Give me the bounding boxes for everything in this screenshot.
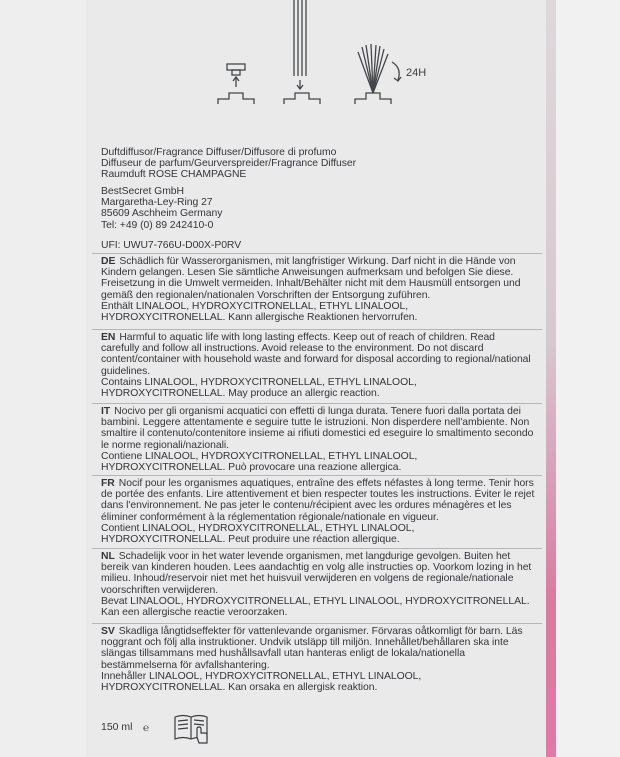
section-divider bbox=[92, 475, 542, 476]
section-line: voorschriften verwijderen. bbox=[101, 584, 219, 596]
section-line: Schädlich für Wasserorganismen, mit langfristiger Wirkung. Darf nicht in die Hände von bbox=[119, 256, 516, 267]
section-line: Bevat LINALOOL, HYDROXYCITRONELLAL, ETHYL LINALOOL, HYDROXYCITRONELLAL. bbox=[101, 595, 530, 607]
section-line: HYDROXYCITRONELLAL. Peut produire une réaction allergique. bbox=[101, 534, 400, 546]
estimated-sign-icon: ℮ bbox=[143, 723, 150, 734]
address-line: Tel: +49 (0) 89 242410-0 bbox=[101, 219, 214, 231]
section-it bbox=[101, 406, 541, 473]
section-line: Innehåller LINALOOL, HYDROXYCITRONELLAL, ETHYL LINALOOL, bbox=[101, 670, 422, 682]
section-nl bbox=[101, 551, 541, 618]
address-line: Margaretha-Ley-Ring 27 bbox=[101, 197, 213, 209]
section-line: Harmful to aquatic life with long lasting effects. Keep out of reach of children. Read bbox=[119, 332, 495, 343]
address-line: BestSecret GmbH bbox=[101, 186, 184, 197]
section-line: HYDROXYCITRONELLAL. Kann allergische Reaktionen hervorrufen. bbox=[101, 312, 418, 324]
usage-pictograms bbox=[210, 0, 450, 140]
address-line: 85609 Aschheim Germany bbox=[101, 208, 223, 220]
section-line: Enthält LINALOOL, HYDROXYCITRONELLAL, ETHYL LINALOOL, bbox=[101, 300, 409, 312]
product-name-line: Duftdiffusor/Fragrance Diffuser/Diffusore di profumo bbox=[101, 147, 337, 158]
section-line: bereik van kinderen houden. Lees aandachtig en volg alle instructies op. Voorkom lozing in het bbox=[101, 562, 532, 574]
section-de bbox=[101, 256, 541, 323]
volume-label: 150 ml bbox=[101, 721, 133, 733]
section-line: le norme regionali/nazionali. bbox=[101, 439, 229, 451]
section-line: Kindern gelangen. Lesen Sie sämtliche Anweisungen aufmerksam und befolgen Sie diese. bbox=[101, 267, 514, 279]
product-name-line: Diffuseur de parfum/Geurverspreider/Fragrance Diffuser bbox=[101, 158, 357, 170]
section-line: Contains LINALOOL, HYDROXYCITRONELLAL, ETHYL LINALOOL, bbox=[101, 376, 417, 388]
company-address-block bbox=[101, 186, 541, 231]
pink-packaging-edge bbox=[546, 0, 556, 757]
section-divider bbox=[92, 253, 542, 254]
duration-label: 24H bbox=[406, 67, 427, 79]
section-line: Contiene LINALOOL, HYDROXYCITRONELLAL, ETHYL LINALOOL, bbox=[101, 450, 418, 462]
language-code: SV bbox=[101, 626, 115, 637]
reed-diffuser-icon bbox=[355, 44, 401, 104]
section-line: dans l'environnement. Ne pas jeter le contenu/récipient avec les ordures ménagères et les bbox=[101, 500, 512, 512]
product-name-block bbox=[101, 147, 541, 181]
section-line: Schadelijk voor in het water levende organismen, met langdurige gevolgen. Buiten het bbox=[118, 551, 511, 562]
section-line: carefully and follow all instructions. Avoid release to the environment. Do not discard bbox=[101, 343, 484, 355]
label-footer bbox=[101, 711, 541, 751]
section-line: éliminer conformément à la réglementation régionale/nationale en vigueur. bbox=[101, 511, 439, 523]
product-name-line: Raumduft ROSE CHAMPAGNE bbox=[101, 169, 247, 181]
ufi-code: UFI: UWU7-766U-D00X-P0RV bbox=[101, 240, 242, 251]
section-line: smaltire il contenuto/contenitore insieme ai rifiuti domestici ed eseguire lo smaltimento secondo bbox=[101, 428, 534, 440]
section-line: content/container with household waste and forward for disposal according to regional/national bbox=[101, 354, 531, 366]
section-line: slängas tillsammans med hushållsavfall utan hanteras enligt de lokala/nationella bbox=[101, 648, 465, 660]
section-divider bbox=[92, 403, 542, 404]
remove-cap-icon bbox=[218, 64, 254, 104]
language-code: IT bbox=[101, 406, 111, 417]
section-line: de portée des enfants. Lire attentivement et bien respecter toutes les instructions. Éviter le rejet bbox=[101, 489, 535, 501]
section-line: Nocivo per gli organismi acquatici con effetti di lunga durata. Tenere fuori dalla portata dei bbox=[114, 406, 521, 417]
background-right bbox=[556, 0, 620, 757]
section-line: Skadliga långtidseffekter för vattenlevande organismer. Förvaras oåtkomligt för barn. Läs bbox=[118, 626, 523, 637]
section-fr bbox=[101, 478, 541, 545]
language-code: NL bbox=[101, 551, 115, 562]
section-line: noggrant och följ alla instruktioner. Undvik utsläpp till miljön. Innehållet/behållaren ska inte bbox=[101, 637, 509, 649]
section-divider bbox=[92, 548, 542, 549]
section-line: Nocif pour les organismes aquatiques, entraîne des effets néfastes à long terme. Tenir hors bbox=[118, 478, 534, 489]
section-en bbox=[101, 332, 541, 399]
section-divider bbox=[92, 329, 542, 330]
section-line: guidelines. bbox=[101, 365, 151, 377]
language-code: FR bbox=[101, 478, 115, 489]
section-line: bestämmelserna för avfallshantering. bbox=[101, 659, 270, 671]
usage-pictograms-svg bbox=[210, 0, 450, 140]
read-instructions-icon bbox=[171, 707, 211, 747]
section-divider bbox=[92, 623, 542, 624]
section-line: Contient LINALOOL, HYDROXYCITRONELLAL, ETHYL LINALOOL, bbox=[101, 522, 415, 534]
section-line: HYDROXYCITRONELLAL. Può provocare una reazione allergica. bbox=[101, 462, 402, 474]
language-code: DE bbox=[101, 256, 116, 267]
section-sv bbox=[101, 626, 541, 693]
section-line: gemäß den regionalen/nationalen Vorschriften der Entsorgung zuführen. bbox=[101, 289, 431, 301]
section-line: milieu. Inhoud/reservoir niet met het huisvuil verwijderen en volgens de regionale/nationale bbox=[101, 573, 514, 585]
section-line: bambini. Leggere attentamente e seguire tutte le istruzioni. Non disperdere nell'ambiente. Non bbox=[101, 417, 530, 429]
section-line: HYDROXYCITRONELLAL. May produce an allergic reaction. bbox=[101, 388, 380, 400]
section-line: HYDROXYCITRONELLAL. Kan orsaka en allergisk reaktion. bbox=[101, 682, 378, 694]
section-line: Freisetzung in die Umwelt vermeiden. Inhalt/Behälter nicht mit dem Hausmüll entsorgen und bbox=[101, 278, 521, 290]
background-left bbox=[0, 0, 87, 757]
language-code: EN bbox=[101, 332, 116, 343]
insert-reeds-icon bbox=[284, 0, 320, 104]
section-line: Kan een allergische reactie veroorzaken. bbox=[101, 607, 288, 619]
